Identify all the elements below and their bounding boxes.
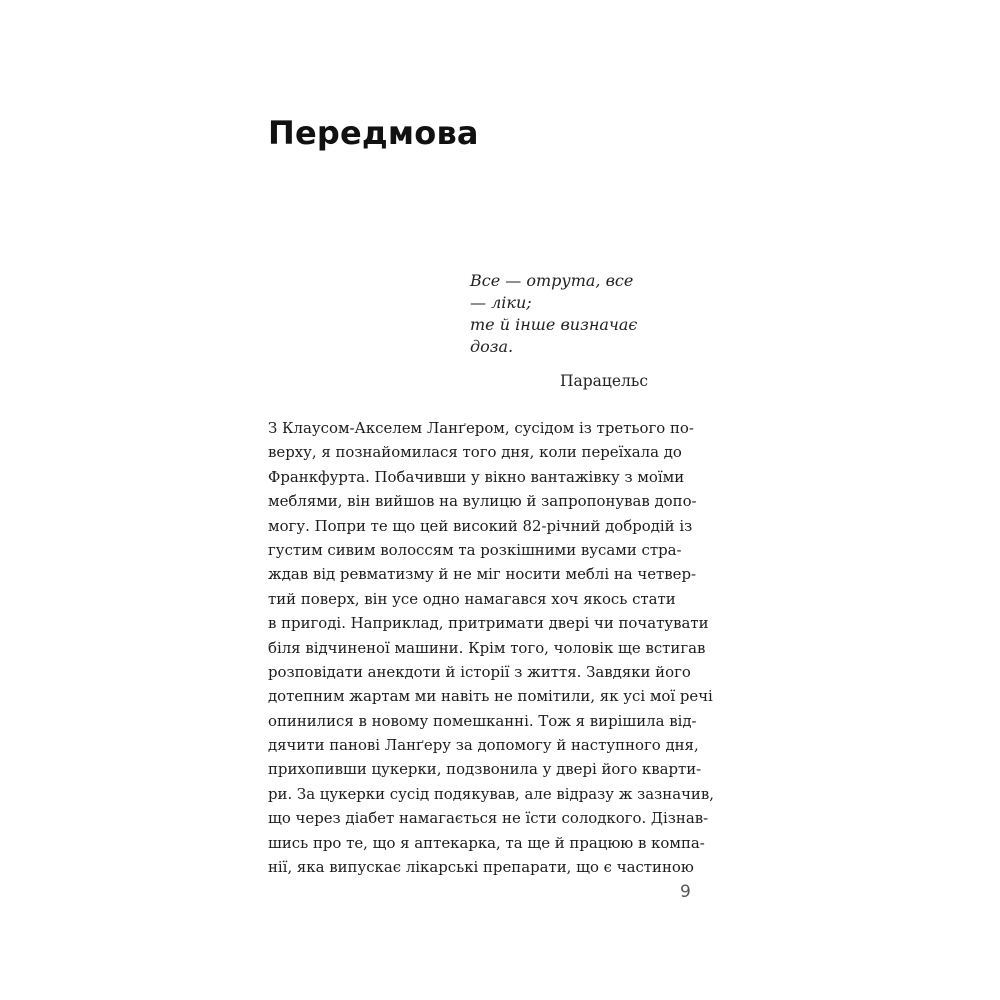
body-line: могу. Попри те що цей високий 82-річний добродій із [268, 516, 693, 535]
body-line: опинилися в новому помешканні. Тож я вирішила від- [268, 711, 697, 730]
epigraph-line: Все — отрута, все — ліки; [470, 271, 634, 312]
page-number: 9 [680, 882, 691, 902]
body-text [268, 416, 714, 879]
body-line: Франкфурта. Побачивши у вікно вантажівку з моїми [268, 467, 685, 486]
body-line: що через діабет намагається не їсти солодкого. Дізнав- [268, 809, 709, 828]
body-line: тий поверх, він усе одно намагався хоч якось стати [268, 589, 676, 608]
body-line: ждав від ревматизму й не міг носити меблі на четвер- [268, 565, 697, 584]
body-line: в пригоді. Наприклад, притримати двері чи початувати [268, 614, 709, 633]
body-line: З Клаусом-Акселем Ланґером, сусідом із третього по- [268, 419, 694, 437]
body-line: шись про те, що я аптекарка, та ще й працюю в компа- [268, 833, 705, 852]
body-line: розповідати анекдоти й історії з життя. Завдяки його [268, 662, 691, 681]
body-line: меблями, він вийшов на вулицю й запропонував допо- [268, 492, 697, 511]
body-line: прихопивши цукерки, подзвонила у двері його кварти- [268, 760, 702, 779]
epigraph-author: Парацельс [559, 372, 648, 390]
body-line: густим сивим волоссям та розкішними вусами стра- [268, 540, 682, 559]
body-line: дячити панові Ланґеру за допомогу й наступного дня, [268, 736, 699, 755]
body-line: біля відчиненої машини. Крім того, чоловік ще встигав [268, 638, 706, 657]
chapter-title: Передмова [268, 114, 479, 152]
epigraph-line: те й інше визначає доза. [470, 315, 638, 356]
body-line: верху, я познайомилася того дня, коли переїхала до [268, 443, 682, 462]
body-line: дотепним жартам ми навіть не помітили, як усі мої речі [268, 687, 713, 706]
body-line: ри. За цукерки сусід подякував, але відразу ж зазначив, [268, 784, 714, 803]
body-line: нії, яка випускає лікарські препарати, що є частиною [268, 858, 694, 877]
epigraph [400, 270, 648, 392]
